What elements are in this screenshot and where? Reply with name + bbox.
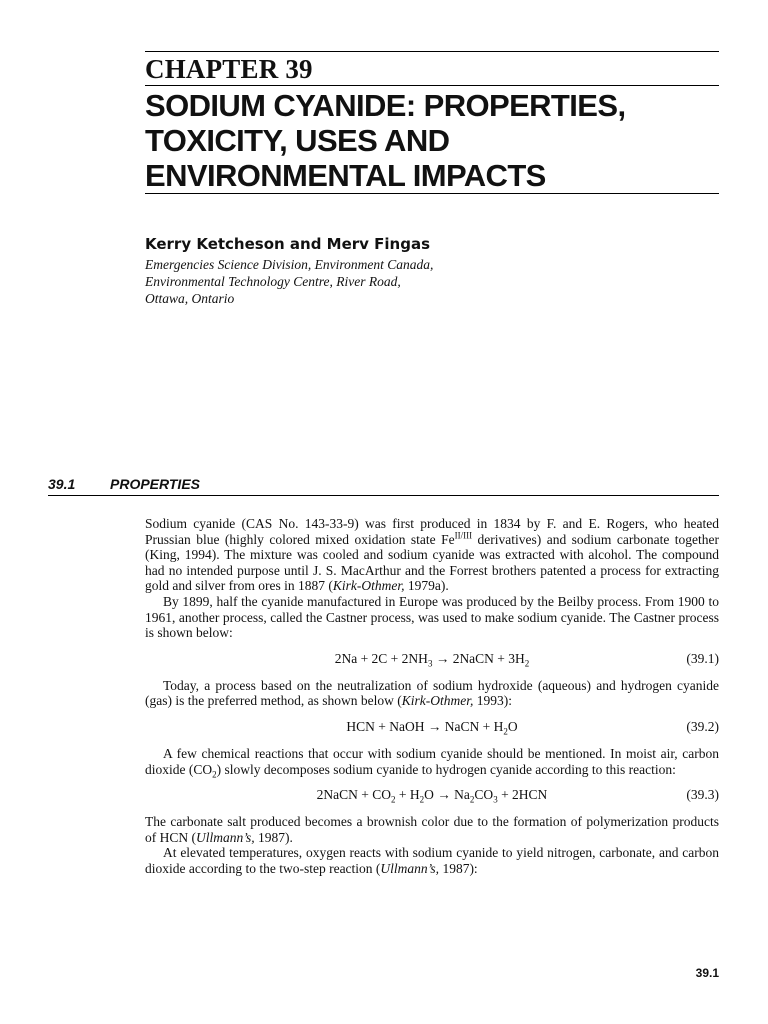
affiliation-line-2: Environmental Technology Centre, River Road, [145,274,401,289]
p6-text-a: At elevated temperatures, oxygen reacts with sodium cyanide to yield nitrogen, carbonate, and carbon dioxide according to the two-step reaction ( [145,845,719,876]
paragraph-6 [145,845,719,876]
p6-text-b: 1987): [439,860,478,876]
equation-39-2-expression: HCN + NaOH → NaCN + $H_2O$ [346,718,518,737]
equation-39-1-expression: $2Na + 2C + 2NH_3$ → 2NaCN + $3H_2$ [334,650,530,669]
equation-39-2 [145,719,719,735]
p1-text-a: Sodium cyanide (CAS No. 143-33-9) was first produced in 1834 by F. and E. Rogers, who heated Prussian blue (highly colored mixed oxidation state Fe [145,516,719,547]
authors: Kerry Ketcheson and Merv Fingas [145,235,431,253]
chapter-title [145,88,719,193]
p1-text-c: 1979a). [404,578,449,594]
section-heading [48,476,200,492]
title-line-3: ENVIRONMENTAL IMPACTS [145,158,546,193]
p3-text-b: 1993): [473,693,513,709]
paragraph-2: By 1899, half the cyanide manufactured in Europe was produced by the Beilby process. From 1900 to 1961, another process, called the Castner process, was used to make sodium cyanide. The Castner process is shown below: [145,593,719,641]
section-number: 39.1 [48,476,76,492]
affiliation-line-3: Ottawa, Ontario [145,291,235,306]
affiliation-line-1: Emergencies Science Division, Environment Canada, [145,257,434,272]
p3-citation: Kirk-Othmer, [401,693,474,709]
section-rule [48,495,719,496]
p4-text-b: ) slowly decomposes sodium cyanide to hydrogen cyanide according to this reaction: [216,761,676,777]
p1-citation: Kirk-Othmer, [332,578,405,594]
chapter-label: CHAPTER 39 [145,54,313,84]
p4-subscript: 2 [212,769,217,780]
p1-text-b: derivatives) and sodium carbonate together (King, 1994). The mixture was cooled and sodium cyanide was extracted with alcohol. The compound had no intended purpose until J. S. MacArthur and the Forrest brothers patented a process for extracting gold and silver from ores in 1887 ( [145,531,719,594]
p5-text-b: 1987). [254,829,293,845]
title-line-1: SODIUM CYANIDE: PROPERTIES, [145,88,626,123]
p6-citation: Ullmann’s, [380,860,440,876]
paragraph-3 [145,678,719,709]
paragraph-1 [145,516,719,594]
p1-superscript: II/III [454,530,473,541]
body-text [145,516,719,877]
title-line-2: TOXICITY, USES AND [145,123,450,158]
p3-text-a: Today, a process based on the neutralization of sodium hydroxide (aqueous) and hydrogen cyanide (gas) is the preferred method, as shown below ( [145,677,719,709]
title-bottom-rule [145,193,719,194]
header-top-rule [145,51,719,52]
p4-text-a: A few chemical reactions that occur with sodium cyanide should be mentioned. In moist air, carbon dioxide (CO [145,745,719,777]
equation-39-3 [145,787,719,803]
equation-39-3-expression: 2NaCN + $CO_2 + H_2O \to Na_2CO_3 + 2HCN$ [316,787,548,805]
equation-39-1-number: (39.1) [686,650,719,666]
equation-39-3-number: (39.3) [686,787,719,803]
p5-citation: Ullmann’s, [196,829,255,845]
chapter-rule [145,85,719,86]
equation-39-2-number: (39.2) [686,718,719,734]
paragraph-5 [145,814,719,845]
paragraph-4 [145,745,719,780]
page-number: 39.1 [695,966,719,980]
section-title: PROPERTIES [110,476,200,492]
equation-39-1 [145,651,719,667]
affiliation [145,256,433,307]
p5-text-a: The carbonate salt produced becomes a brownish color due to the formation of polymerization products of HCN ( [145,814,719,845]
